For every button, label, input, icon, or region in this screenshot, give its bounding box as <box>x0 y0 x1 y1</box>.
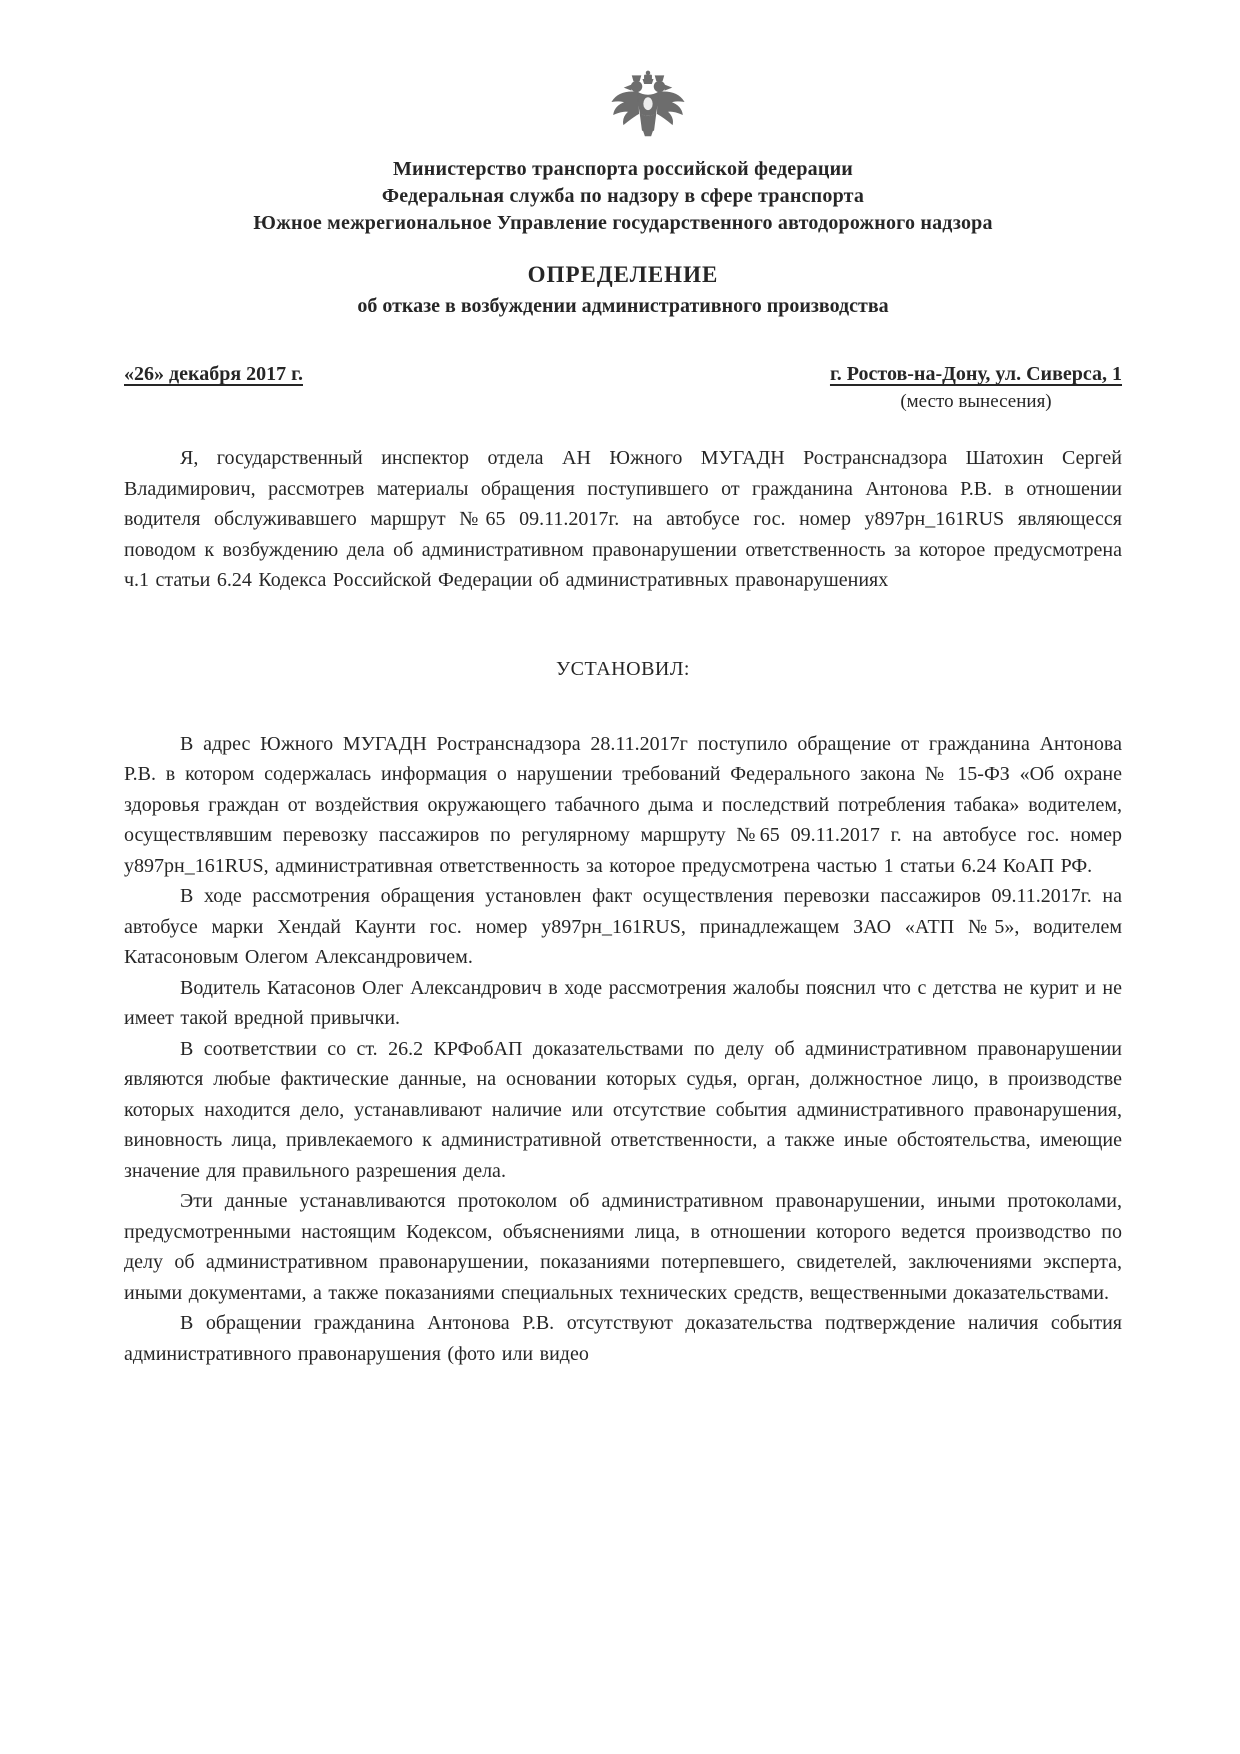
federal-service-line: Федеральная служба по надзору в сфере транспорта <box>381 185 865 207</box>
issue-place: г. Ростов-на-Дону, ул. Сиверса, 1 <box>829 363 1122 385</box>
document-title: ОПРЕДЕЛЕНИЕ <box>527 262 719 287</box>
body-paragraph-4: В соответствии со ст. 26.2 КРФобАП доказательствами по делу об административном правонарушении являются любые фактические данные, на основании которых судья, орган, должностное лицо, в производстве которых находится дело, устанавливают наличие или отсутствие события административного правонарушения, виновность лица, привлекаемого к административной ответственности, а также иные обстоятельства, имеющие значение для правильного разрешения дела. <box>124 1037 1122 1182</box>
issue-place-caption: (место вынесения) <box>900 391 1052 412</box>
body-paragraph-3: Водитель Катасонов Олег Александрович в ходе рассмотрения жалобы пояснил что с детства не курит и не имеет такой вредной привычки. <box>124 976 1122 1029</box>
regional-department-line: Южное межрегиональное Управление государственного автодорожного надзора <box>253 212 993 234</box>
document-subtitle: об отказе в возбуждении административного производства <box>357 295 889 317</box>
date-place-row <box>124 363 1122 413</box>
intro-paragraph: Я, государственный инспектор отдела АН Южного МУГАДН Ространснадзора Шатохин Сергей Владимирович, рассмотрев материалы обращения поступившего от гражданина Антонова Р.В. в отношении водителя обслуживавшего маршрут №65 09.11.2017г. на автобусе гос. номер у897рн_161RUS являющесся поводом к возбуждению дела об административном правонарушении ответственность за которое предусмотрена ч.1 статьи 6.24 Кодекса Российской Федерации об административных правонарушениях <box>124 447 1122 591</box>
body-paragraph-5: Эти данные устанавливаются протоколом об административном правонарушении, иными протоколами, предусмотренными настоящим Кодексом, объяснениями лица, в отношении которого ведется производство по делу об административном правонарушении, показаниями потерпевшего, свидетелей, заключениями эксперта, иными документами, а также показаниями специальных технических средств, вещественными доказательствами. <box>124 1190 1122 1304</box>
document-body <box>124 443 1122 1369</box>
body-paragraph-6: В обращении гражданина Антонова Р.В. отсутствуют доказательства подтверждение наличия события административного правонарушения (фото или видео <box>124 1312 1122 1365</box>
russia-coat-of-arms-icon <box>605 66 691 150</box>
issue-date: «26» декабря 2017 г. <box>124 363 303 385</box>
issue-place-block <box>830 363 1122 413</box>
body-paragraph-1: В адрес Южного МУГАДН Ространснадзора 28.11.2017г поступило обращение от гражданина Антонова Р.В. в котором содержалась информация о нарушении требований Федерального закона № 15-ФЗ «Об охране здоровья граждан от воздействия окружающего табачного дыма и последствий потребления табака» водителем, осуществлявшим перевозку пассажиров по регулярному маршруту №65 09.11.2017 г. на автобусе гос. номер у897рн_161RUS, административная ответственность за которое предусмотрена частью 1 статьи 6.24 КоАП РФ. <box>124 732 1122 877</box>
ustanovil-heading: УСТАНОВИЛ: <box>556 657 690 680</box>
ministry-line: Министерство транспорта российской федерации <box>392 158 854 180</box>
body-paragraph-2: В ходе рассмотрения обращения установлен факт осуществления перевозки пассажиров 09.11.2017г. на автобусе марки Хендай Каунти гос. номер у897рн_161RUS, принадлежащем ЗАО «АТП №5», водителем Катасоновым Олегом Александровичем. <box>124 885 1122 968</box>
